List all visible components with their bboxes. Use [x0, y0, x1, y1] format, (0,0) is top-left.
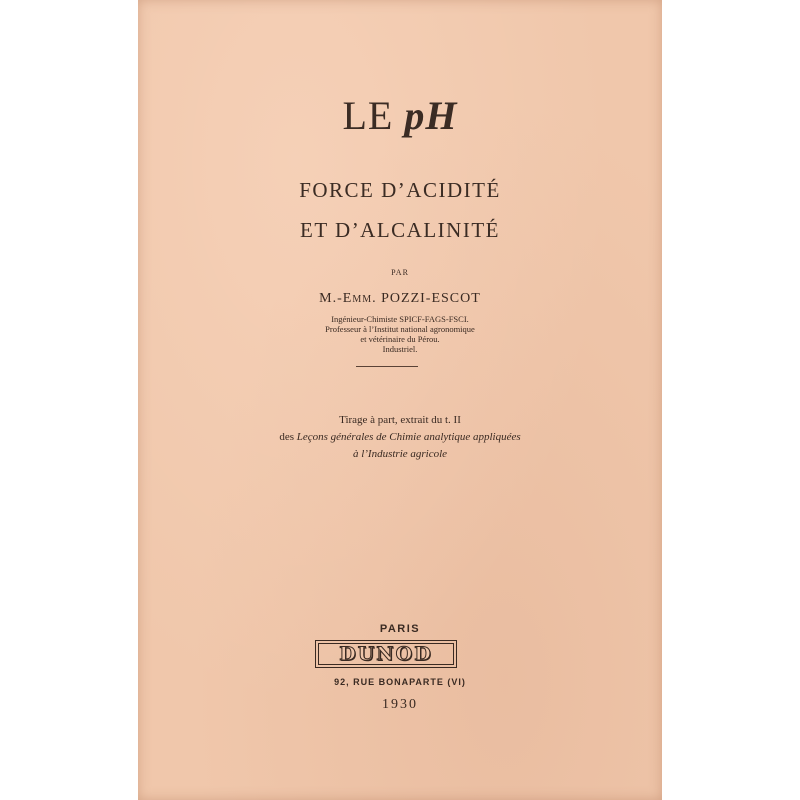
extract-note: [138, 412, 662, 463]
title-le: LE: [342, 93, 405, 138]
publisher-logo: [315, 640, 457, 668]
extract-work-title: Leçons générales de Chimie analytique appliquées: [296, 431, 521, 443]
extract-line-3: [138, 446, 662, 463]
publisher-address: 92, RUE BONAPARTE (VI): [334, 677, 466, 687]
by-label: PAR: [391, 268, 409, 277]
subtitle-line-2: ET D’ALCALINITÉ: [300, 218, 500, 242]
title: [138, 92, 662, 139]
author: [138, 291, 662, 307]
affiliation-line: Industriel.: [382, 344, 418, 354]
extract-work-title-cont: à l’Industrie agricole: [352, 448, 448, 460]
author-last: POZZI-ESCOT: [376, 291, 481, 306]
extract-line-2: [138, 429, 662, 446]
publisher-name: DUNOD: [339, 643, 433, 665]
divider-rule: [356, 366, 418, 367]
title-ph: pH: [404, 93, 458, 138]
extract-line-1: Tirage à part, extrait du t. II: [339, 414, 461, 426]
affiliation-line: Ingénieur-Chimiste SPICF-FAGS-FSCI.: [331, 314, 469, 324]
publisher-city: PARIS: [379, 623, 421, 635]
book-cover: [138, 0, 662, 800]
affiliation-line: Professeur à l’Institut national agronomique: [325, 324, 475, 334]
author-initial: M.-: [319, 291, 343, 306]
subtitle-line-1: FORCE D’ACIDITÉ: [299, 178, 501, 202]
publication-year: 1930: [382, 697, 418, 712]
author-affiliation: [138, 314, 662, 354]
author-first: Emm.: [342, 291, 377, 306]
affiliation-line: et vétérinaire du Pérou.: [360, 334, 440, 344]
extract-prefix: des: [279, 431, 297, 443]
